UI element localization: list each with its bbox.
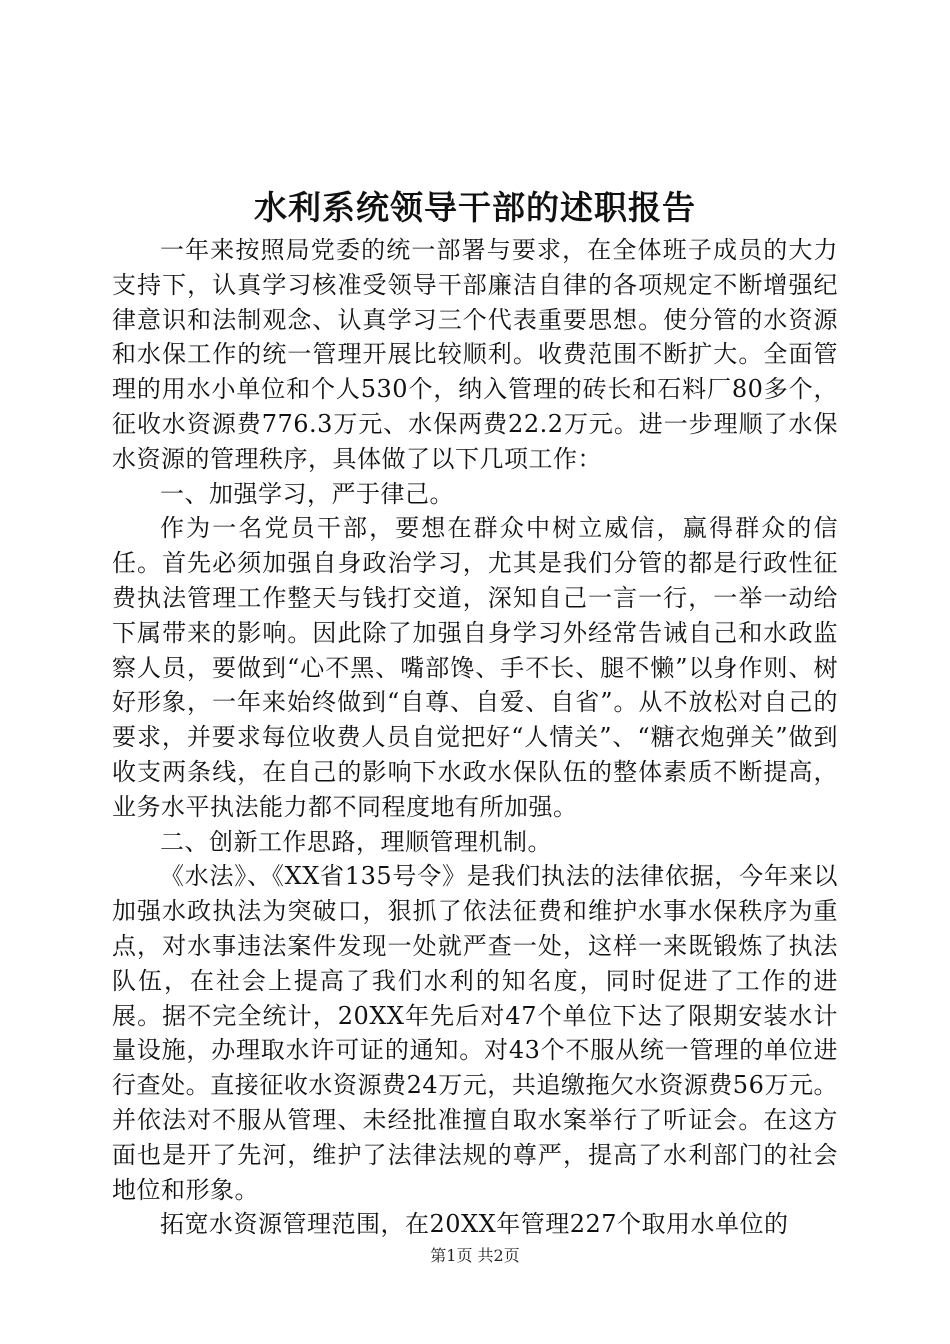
- paragraph-intro: 一年来按照局党委的统一部署与要求，在全体班子成员的大力支持下，认真学习核准受领导干部廉洁自律的各项规定不断增强纪律意识和法制观念、认真学习三个代表重要思想。使分管的水资源和水保工作的统一管理开展比较顺利。收费范围不断扩大。全面管理的用水小单位和个人530个，纳入管理的砖长和石料厂80多个，征收水资源费776.3万元、水保两费22.2万元。进一步理顺了水保水资源的管理秩序，具体做了以下几项工作：: [112, 236, 838, 473]
- section-heading-1: 一、加强学习，严于律己。: [160, 479, 454, 508]
- document-body: [112, 233, 838, 1242]
- section-heading-2: 二、创新工作思路，理顺管理机制。: [160, 827, 552, 856]
- document-title: 水利系统领导干部的述职报告: [254, 188, 696, 227]
- paragraph-continued: 拓宽水资源管理范围，在20XX年管理227个取用水单位的: [160, 1210, 789, 1239]
- paragraph-section-2: 《水法》、《XX省135号令》是我们执法的法律依据，今年来以加强水政执法为突破口，狠抓了依法征费和维护水事水保秩序为重点，对水事违法案件发现一处就严查一处，这样一来既锻炼了执法队伍，在社会上提高了我们水利的知名度，同时促进了工作的进展。据不完全统计，20XX年先后对47个单位下达了限期安装水计量设施，办理取水许可证的通知。对43个不服从统一管理的单位进行查处。直接征收水资源费24万元，共追缴拖欠水资源费56万元。并依法对不服从管理、未经批准擅自取水案举行了听证会。在这方面也是开了先河，维护了法律法规的尊严，提高了水利部门的社会地位和形象。: [112, 862, 838, 1204]
- paragraph-section-1: 作为一名党员干部，要想在群众中树立威信，赢得群众的信任。首先必须加强自身政治学习，尤其是我们分管的都是行政性征费执法管理工作整天与钱打交道，深知自己一言一行，一举一动给下属带来的影响。因此除了加强自身学习外经常告诫自己和水政监察人员，要做到“心不黑、嘴部馋、手不长、腿不懒”以身作则、树好形象，一年来始终做到“自尊、自爱、自省”。从不放松对自己的要求，并要求每位收费人员自觉把好“人情关”、“糖衣炮弹关”做到收支两条线，在自己的影响下水政水保队伍的整体素质不断提高，业务水平执法能力都不同程度地有所加强。: [112, 514, 838, 821]
- page-footer: 第1页 共2页: [430, 1246, 520, 1265]
